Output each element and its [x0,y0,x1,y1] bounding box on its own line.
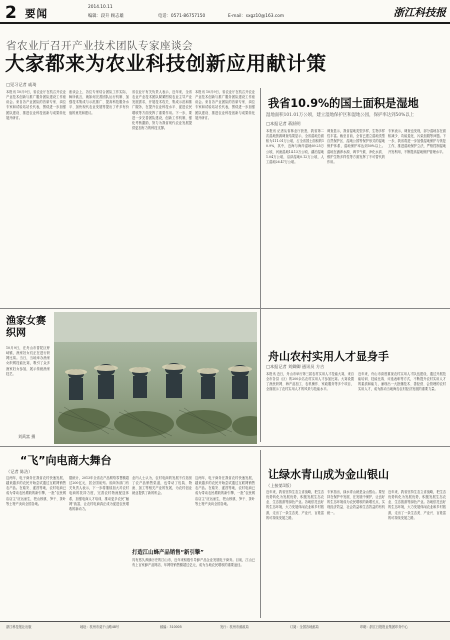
photo-caption: 10月9日，在舟山市普陀区虾峙镇，渔家妇女们正在进行织网比赛。当日，当地举办渔家女织网技能比赛，吸引了众多渔家妇女参加，展示传统渔家技艺。 [6,346,50,376]
lead-headline: 大家都来为农业科技创新应用献计策 [5,52,327,75]
footer-address: 地址：杭州市莫干山路48号 [80,625,120,629]
section-divider-2 [0,446,450,447]
footer-postcode: 邮编：310005 [160,625,182,629]
phone-line: 电话：0571-86757150 [158,14,206,19]
stage-headline: “飞”向电商大舞台 [20,454,112,467]
talent-body-col1: 本报讯 近日，舟山市举行第三届农村实用人才技能大赛，来自全市各县（区）的200余名农村实用人才参加比赛。大赛设置了渔民织网、海产品加工、农机操作、家政服务等多个项目，全面展示了农村实用人才的风采与技能水平。 [266,372,354,392]
bees-body-col1: 近年来，我省坚持生态立省战略，把生态优势转化为发展优势，积极发展生态农业、生态旅游等绿色产业。各地依托良好的生态环境，大力发展休闲农业和乡村旅游，走出了一条生态美、产业兴、百姓富的可持续发展之路。 [266,490,324,520]
editor-line: 编辑：段升 顾志雄 [88,14,124,19]
bees-headline: 让绿水青山成为金山银山 [268,468,389,481]
weaving-photo [54,312,257,444]
page-footer [0,621,450,640]
stage-body-col2: 据统计，2013年全省农产品网络零售额超过200亿元，居全国前列。省商务部门有关负责人表示，下一步将继续加大对农村电商的扶持力度，完善农村物流配送体系，加强电商人才培训，推动更多农民“触网”致富，让农村电商真正成为促进农民增收的新动力。 [69,476,129,511]
email-line: E-mail：sxgz10@163.com [228,14,285,19]
weaving-scene-image [54,312,257,444]
land-body-col1: 本报讯 记者从省林业厅获悉，我省第二次湿地资源调查结果显示，全省湿地总面积为111.01万公顷，占全省国土面积的10.9%，其中，近海与海岸湿地69.25万公顷，河流湿地14.13万公顷，湖泊湿地1.04万公顷，沼泽湿地0.12万公顷，人工湿地26.47万公顷。 [266,129,324,164]
footer-subscription: 订阅：全国各地邮局 [290,625,319,629]
stage-body-col5: 这两年，电子商务在我省农村快速发展，越来越多的农民开始尝试通过互联网销售农产品。在临安、遂昌等地，农村电商已成为带动农民增收的新引擎，一批“农民网店店主”应运而生，把山核桃、笋干、茶叶等土特产卖向全国各地。 [195,476,255,506]
lead-kicker: 省农业厅召开产业技术团队专家座谈会 [6,40,193,52]
lead-byline: □见习记者 戚琦 [6,82,37,87]
page-number: 2 [5,3,17,23]
footer-publisher: 浙江科技报社出版 [6,625,32,629]
newspaper-logo: 浙江科技报 [393,7,446,19]
lead-body-col3: 省农业厅有关负责人表示，近年来，全省农业产业技术团队紧紧围绕农业主导产业发展需求，开展技术攻关、集成示范和推广服务，在提升农业科技水平、促进农民增收等方面发挥了重要作用。下一步，要进一步完善团队建设，创新工作机制，强化考核激励，努力为我省现代农业发展提供更加有力的科技支撑。 [132,90,192,131]
stage-body-col3: 业内人士认为，农村电商的发展不仅拓宽了农产品销售渠道，也带动了包装、物流、加工等相关产业的发展，为农村创业就业提供了新的机会。 [132,476,192,496]
footer-printer: 印刷：浙江日报报业集团印务中心 [360,625,408,629]
footer-distribution: 发行：杭州市邮政局 [220,625,249,629]
section-title: 要闻 [25,8,48,20]
issue-date: 2014.10.11 [88,5,113,10]
stage-subheading: 打造江山蜂产品销售“新引擎” [132,550,204,556]
photographer-credit: 刘禹富 摄 [18,434,36,439]
bees-body-col3: 近年来，我省坚持生态立省战略，把生态优势转化为发展优势，积极发展生态农业、生态旅游等绿色产业。各地依托良好的生态环境，大力发展休闲农业和乡村旅游，走出了一条生态美、产业兴、百姓富的可持续发展之路。 [388,490,446,520]
stage-body-col4: 具有悠久养蜂历史的江山市，近年来积极引导蜂产品企业发展电子商务。目前，江山已有上百家蜂产品网店，年网络销售额超过亿元，成为当地农民增收的重要途径。 [132,558,255,568]
bees-body-col2: 专家指出，绿水青山就是金山银山。要坚持在保护中发展、在发展中保护，让良好的生态环境成为农民增收的新增长点，实现经济效益、社会效益和生态效益的有机统一。 [327,490,385,515]
stage-body-col1: 这两年，电子商务在我省农村快速发展，越来越多的农民开始尝试通过互联网销售农产品。在临安、遂昌等地，农村电商已成为带动农民增收的新引擎，一批“农民网店店主”应运而生，把山核桃、笋干、茶叶等土特产卖向全国各地。 [6,476,66,506]
column-divider-3 [260,450,261,618]
land-subline: 湿地面积101.01万公顷，建立湿地保护区和湿地公园，保护率达到50%以上 [266,113,415,118]
lead-body-col2: 座谈会上，各位专家结合团队工作实际，畅所欲言，就如何完善团队运行机制、加强技术集成与示范推广、提高科技服务水平、加快现代农业发展等提出了许多有价值的意见和建议。 [69,90,129,115]
land-byline: □本报记者 蒋跃明 [266,121,301,126]
column-divider [260,88,261,316]
talent-byline: □本报记者 刘卿卿 通讯员 方吉 [266,364,325,369]
land-body-col3: 专家表示，调查也发现，部分湿地存在面积减少、功能退化、污染加剧等问题。下一步，我省将进一步加强湿地保护与恢复工作，推进湿地保护立法，严格控制湿地开发利用，不断提高湿地保护管理水平。 [388,129,446,154]
stage-byline: （记者 陈洁） [6,469,33,474]
talent-headline: 舟山农村实用人才显身手 [268,350,389,363]
talent-body-col2: 近年来，舟山市高度重视农村实用人才队伍建设，通过开展技能培训、技能比赛、评选表彰等方式，不断提升农村实用人才的素质和能力，涌现出一大批懂技术、善经营、会管理的农村实用人才，成为推动当地海岛农村经济发展的重要力量。 [358,372,446,392]
photo-story-title: 渔家女赛织网 [6,316,46,339]
column-divider-2 [260,312,261,442]
section-divider [0,308,450,309]
lead-body-col4: 本报讯 10月9日，省农业厅在杭召开农业产业技术创新与推广服务团队建设工作座谈会。来自各产业团队的首席专家、岗位专家和试验站站长代表，围绕进一步加强团队建设、推进农业科技创新与成果转化展开研讨。 [195,90,255,120]
land-headline: 我省10.9%的国土面积是湿地 [268,97,419,110]
lead-body-col1: 本报讯 10月9日，省农业厅在杭召开农业产业技术创新与推广服务团队建设工作座谈会。来自各产业团队的首席专家、岗位专家和试验站站长代表，围绕进一步加强团队建设、推进农业科技创新与成果转化展开研讨。 [6,90,66,120]
bees-byline: （上接第1版） [266,483,294,488]
land-body-col2: 调查显示，我省湿地类型多样，生物多样性丰富。截至目前，全省已建立湿地类型自然保护区、湿地公园等保护形式的湿地保护体系，湿地保护率达到50%以上。湿地在涵养水源、调节气候、净化水质、维护生物多样性等方面发挥了不可替代的作用。 [327,129,385,164]
